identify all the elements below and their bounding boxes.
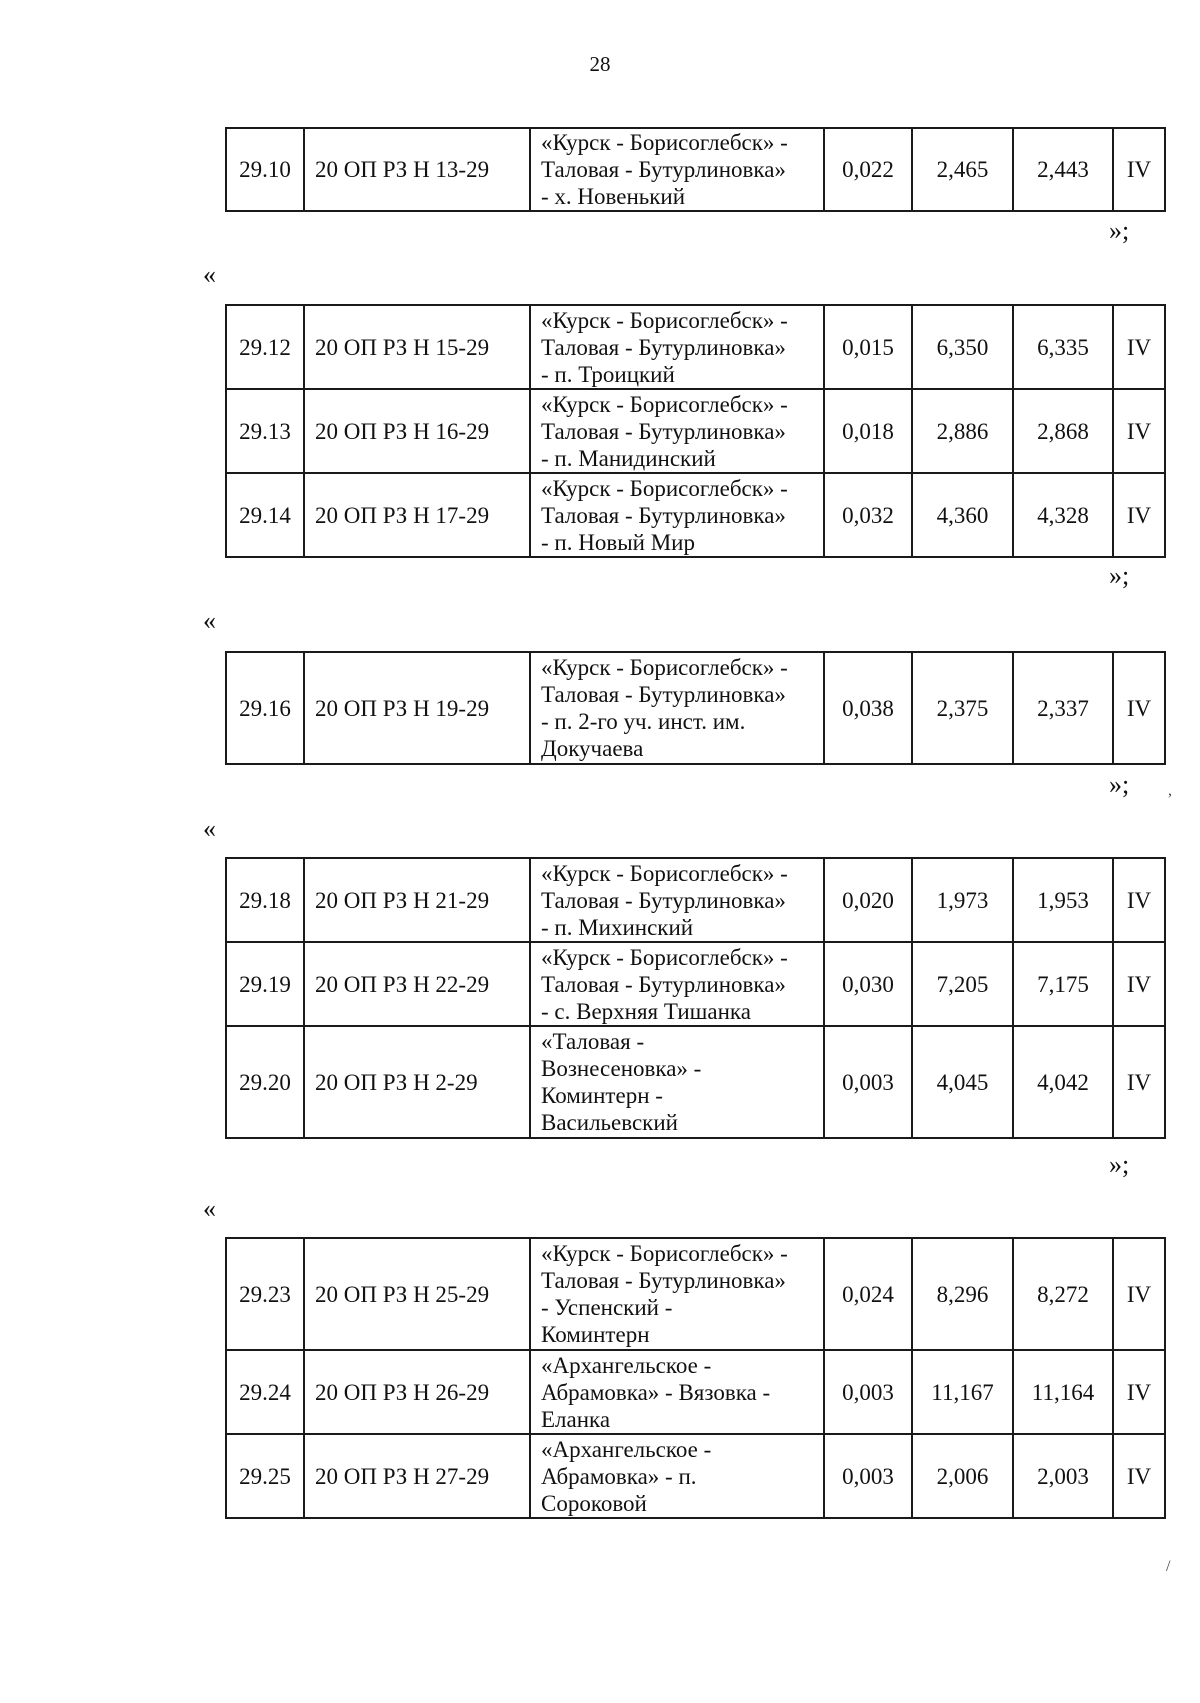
value-2: 4,360 — [912, 473, 1013, 557]
value-2: 6,350 — [912, 305, 1013, 389]
table-row — [226, 305, 1165, 389]
table-row — [226, 1434, 1165, 1518]
opening-quote: « — [203, 606, 216, 635]
road-name-line: «Архангельское - — [541, 1436, 712, 1462]
value-3: 2,868 — [1013, 389, 1113, 473]
row-number: 29.24 — [226, 1350, 304, 1434]
row-number: 29.14 — [226, 473, 304, 557]
value-3: 2,443 — [1013, 128, 1113, 211]
value-2: 2,375 — [912, 652, 1013, 764]
opening-quote: « — [203, 260, 216, 289]
road-code: 20 ОП РЗ Н 19-29 — [304, 652, 530, 764]
road-name-line: Таловая - Бутурлиновка» — [541, 334, 786, 360]
row-number: 29.16 — [226, 652, 304, 764]
page-number: 28 — [589, 52, 611, 76]
table-row — [226, 1350, 1165, 1434]
value-3: 1,953 — [1013, 858, 1113, 942]
road-code: 20 ОП РЗ Н 2-29 — [304, 1026, 530, 1138]
row-number: 29.18 — [226, 858, 304, 942]
value-3: 4,042 — [1013, 1026, 1113, 1138]
row-number: 29.13 — [226, 389, 304, 473]
value-3: 11,164 — [1013, 1350, 1113, 1434]
road-table — [225, 304, 1166, 558]
value-2: 2,465 — [912, 128, 1013, 211]
table-row — [226, 652, 1165, 764]
road-name-line: Таловая - Бутурлиновка» — [541, 971, 786, 997]
road-code: 20 ОП РЗ Н 27-29 — [304, 1434, 530, 1518]
road-name-line: «Курск - Борисоглебск» - — [541, 475, 788, 501]
road-name-line: Абрамовка» - Вязовка - — [541, 1379, 771, 1405]
road-table — [225, 651, 1166, 765]
road-code: 20 ОП РЗ Н 22-29 — [304, 942, 530, 1026]
scan-speck: / — [1166, 1558, 1171, 1575]
road-name-line: «Курск - Борисоглебск» - — [541, 655, 788, 680]
road-name — [530, 1434, 824, 1518]
road-name-line: Еланка — [541, 1406, 611, 1432]
road-name-line: Коминтерн - — [541, 1083, 663, 1108]
road-table — [225, 127, 1166, 212]
table-row — [226, 128, 1165, 211]
road-name — [530, 652, 824, 764]
closing-quote: »; — [1109, 216, 1130, 245]
road-name — [530, 858, 824, 942]
road-table — [225, 1237, 1166, 1519]
value-1: 0,030 — [824, 942, 912, 1026]
value-3: 2,337 — [1013, 652, 1113, 764]
opening-quote: « — [203, 1194, 216, 1223]
road-name-line: «Курск - Борисоглебск» - — [541, 391, 788, 417]
road-name-line: Таловая - Бутурлиновка» — [541, 1268, 786, 1293]
value-3: 2,003 — [1013, 1434, 1113, 1518]
road-name-line: - с. Верхняя Тишанка — [541, 998, 751, 1024]
road-name-line: - п. Троицкий — [541, 361, 675, 387]
road-name-line: Васильевский — [541, 1110, 678, 1135]
road-name-line: Таловая - Бутурлиновка» — [541, 157, 786, 182]
road-name — [530, 473, 824, 557]
road-name-line: «Архангельское - — [541, 1352, 712, 1378]
road-table — [225, 857, 1166, 1139]
row-number: 29.12 — [226, 305, 304, 389]
road-name-line: Таловая - Бутурлиновка» — [541, 887, 786, 913]
road-name — [530, 1350, 824, 1434]
value-3: 4,328 — [1013, 473, 1113, 557]
value-2: 8,296 — [912, 1238, 1013, 1350]
road-category: IV — [1113, 389, 1165, 473]
road-name — [530, 305, 824, 389]
road-code: 20 ОП РЗ Н 25-29 — [304, 1238, 530, 1350]
road-name-line: Докучаева — [541, 736, 644, 761]
value-2: 11,167 — [912, 1350, 1013, 1434]
road-name — [530, 128, 824, 211]
road-code: 20 ОП РЗ Н 26-29 — [304, 1350, 530, 1434]
value-2: 1,973 — [912, 858, 1013, 942]
road-category: IV — [1113, 305, 1165, 389]
closing-quote: »; — [1109, 561, 1130, 590]
road-name-line: «Курск - Борисоглебск» - — [541, 307, 788, 333]
closing-quote: »; — [1109, 770, 1130, 799]
value-2: 2,006 — [912, 1434, 1013, 1518]
value-3: 6,335 — [1013, 305, 1113, 389]
road-name-line: - п. Михинский — [541, 914, 694, 940]
value-1: 0,024 — [824, 1238, 912, 1350]
value-1: 0,020 — [824, 858, 912, 942]
table-row — [226, 942, 1165, 1026]
road-name-line: Таловая - Бутурлиновка» — [541, 682, 786, 707]
road-category: IV — [1113, 942, 1165, 1026]
value-1: 0,003 — [824, 1026, 912, 1138]
road-name-line: - х. Новенький — [541, 184, 686, 209]
value-1: 0,038 — [824, 652, 912, 764]
row-number: 29.10 — [226, 128, 304, 211]
value-2: 4,045 — [912, 1026, 1013, 1138]
road-name-line: Вознесеновка» - — [541, 1056, 702, 1081]
row-number: 29.20 — [226, 1026, 304, 1138]
road-name-line: - п. Манидинский — [541, 445, 716, 471]
road-category: IV — [1113, 1434, 1165, 1518]
road-code: 20 ОП РЗ Н 17-29 — [304, 473, 530, 557]
road-category: IV — [1113, 1350, 1165, 1434]
value-1: 0,018 — [824, 389, 912, 473]
road-category: IV — [1113, 473, 1165, 557]
value-3: 8,272 — [1013, 1238, 1113, 1350]
road-name — [530, 1026, 824, 1138]
road-name-line: Сороковой — [541, 1490, 647, 1516]
road-name-line: «Курск - Борисоглебск» - — [541, 130, 788, 155]
road-name-line: Коминтерн — [541, 1322, 650, 1347]
road-category: IV — [1113, 1026, 1165, 1138]
road-category: IV — [1113, 858, 1165, 942]
road-name — [530, 389, 824, 473]
road-name-line: - п. Новый Мир — [541, 529, 695, 555]
value-1: 0,022 — [824, 128, 912, 211]
table-row — [226, 858, 1165, 942]
closing-quote: »; — [1109, 1150, 1130, 1179]
value-1: 0,015 — [824, 305, 912, 389]
road-name-line: Абрамовка» - п. — [541, 1463, 697, 1489]
table-row — [226, 473, 1165, 557]
road-name — [530, 942, 824, 1026]
road-name-line: - Успенский - — [541, 1295, 673, 1320]
road-code: 20 ОП РЗ Н 15-29 — [304, 305, 530, 389]
opening-quote: « — [203, 814, 216, 843]
table-row — [226, 1238, 1165, 1350]
row-number: 29.25 — [226, 1434, 304, 1518]
road-name-line: «Курск - Борисоглебск» - — [541, 1241, 788, 1266]
row-number: 29.19 — [226, 942, 304, 1026]
value-1: 0,003 — [824, 1350, 912, 1434]
road-code: 20 ОП РЗ Н 13-29 — [304, 128, 530, 211]
value-3: 7,175 — [1013, 942, 1113, 1026]
scan-speck: , — [1168, 782, 1172, 799]
road-category: IV — [1113, 128, 1165, 211]
value-1: 0,032 — [824, 473, 912, 557]
road-code: 20 ОП РЗ Н 16-29 — [304, 389, 530, 473]
road-name-line: Таловая - Бутурлиновка» — [541, 418, 786, 444]
road-name-line: «Курск - Борисоглебск» - — [541, 860, 788, 886]
road-name-line: Таловая - Бутурлиновка» — [541, 502, 786, 528]
road-name-line: «Курск - Борисоглебск» - — [541, 944, 788, 970]
table-row — [226, 389, 1165, 473]
road-name — [530, 1238, 824, 1350]
table-row — [226, 1026, 1165, 1138]
value-2: 7,205 — [912, 942, 1013, 1026]
value-1: 0,003 — [824, 1434, 912, 1518]
road-code: 20 ОП РЗ Н 21-29 — [304, 858, 530, 942]
value-2: 2,886 — [912, 389, 1013, 473]
road-name-line: - п. 2-го уч. инст. им. — [541, 709, 746, 734]
row-number: 29.23 — [226, 1238, 304, 1350]
road-name-line: «Таловая - — [541, 1029, 645, 1054]
road-category: IV — [1113, 1238, 1165, 1350]
road-category: IV — [1113, 652, 1165, 764]
